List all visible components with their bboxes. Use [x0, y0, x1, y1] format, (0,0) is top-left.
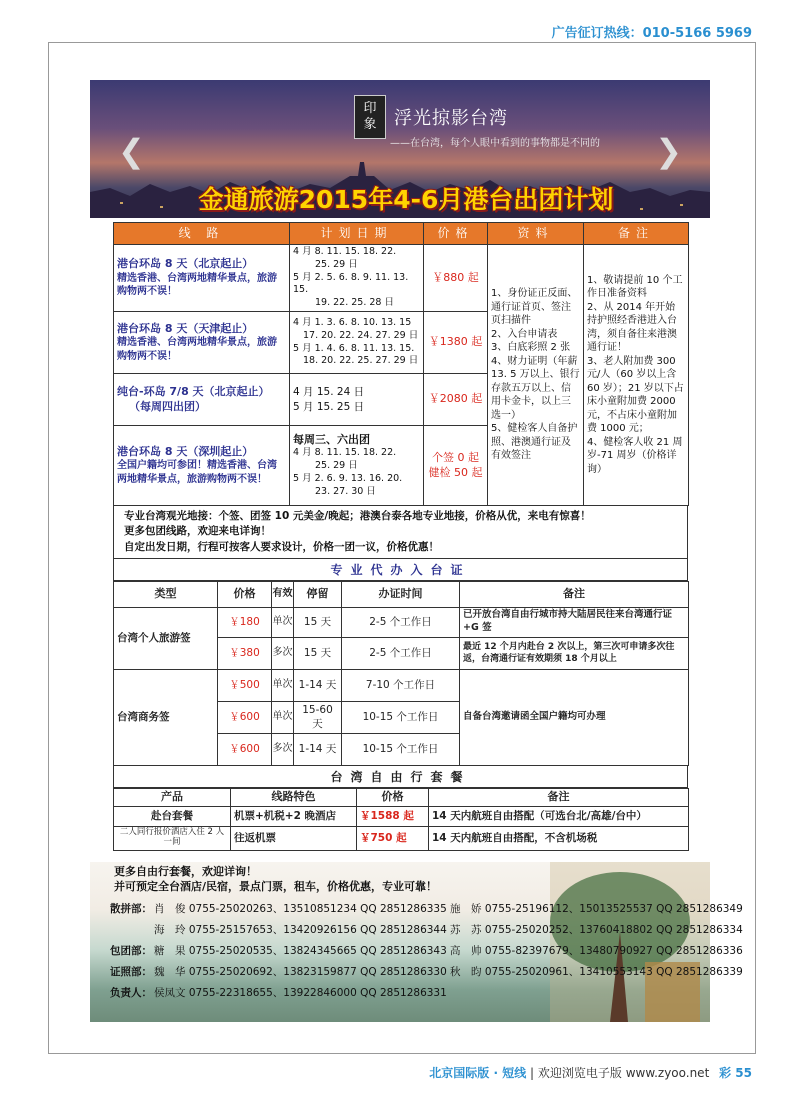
page-number: 彩 55 [719, 1066, 752, 1080]
visa-note: 自备台湾邀请函全国户籍均可办理 [460, 669, 689, 765]
col-header: 停留 [294, 581, 342, 607]
hero-banner [90, 80, 710, 218]
info-line: 自定出发日期，行程可按客人要求设计，价格一团一议，价格优惠！ [124, 540, 439, 553]
col-header: 类型 [114, 581, 218, 607]
contact-dept: 包团部： [110, 945, 152, 957]
table-row [114, 806, 689, 826]
contact-extra-line: 并可预定全台酒店/民宿，景点门票，租车，价格优惠，专业可靠！ [114, 880, 438, 894]
contact-row [110, 940, 750, 961]
visa-stay: 15 天 [294, 607, 342, 637]
visa-table [113, 581, 689, 766]
ad-hotline: 广告征订热线：010-5166 5969 [551, 26, 752, 41]
contact-section [90, 862, 743, 1022]
date-line: 5 月 1. 4. 6. 8. 11. 13. 15. [293, 342, 415, 354]
col-header: 线路特色 [231, 788, 357, 806]
visa-time: 10-15 个工作日 [342, 701, 460, 733]
dates-cell [290, 426, 424, 506]
contact-entry: 魏 华 0755-25020692、13823159877 QQ 2851286330 [154, 966, 447, 978]
date-line: 4 月 8. 11. 15. 18. 22. [293, 447, 397, 459]
package-price: ￥750 起 [357, 826, 429, 850]
contact-entry: 肖 俊 0755-25020263、13510851234 QQ 2851286335 [154, 903, 447, 915]
footer-separator: | [530, 1066, 535, 1080]
page-headline: 金通旅游2015年4-6月港台出团计划 [198, 185, 614, 214]
price-cell: ￥880 起 [424, 245, 488, 312]
info-lines [113, 506, 688, 559]
info-line: 更多包团线路，欢迎来电详询！ [124, 525, 271, 538]
visa-note: 最近 12 个月内赴台 2 次以上，第三次可申请多次往返，台湾通行证有效期须 18 个月以上 [460, 637, 689, 669]
package-product: 赴台套餐 [114, 806, 231, 826]
visa-note: 已开放台湾自由行城市持大陆居民往来台湾通行证+G 签 [460, 607, 689, 637]
col-header: 线 路 [114, 223, 290, 245]
seal-char: 象 [363, 117, 377, 132]
price-line: 个签 0 起 [432, 450, 479, 464]
table-row [114, 826, 689, 850]
route-cell [114, 312, 290, 374]
package-note: 14 天内航班自由搭配（可选台北/高雄/台中） [429, 806, 689, 826]
visa-price: ￥600 [218, 733, 272, 765]
route-desc: （每周四出团） [129, 399, 206, 413]
col-header: 资料 [488, 223, 584, 245]
contact-entry: 糖 果 0755-25020535、13824345665 QQ 2851286343 [154, 945, 447, 957]
package-price: ￥1588 起 [357, 806, 429, 826]
contact-dept: 负责人： [110, 987, 152, 999]
visa-time: 10-15 个工作日 [342, 733, 460, 765]
package-note: 14 天内航班自由搭配，不含机场税 [429, 826, 689, 850]
visa-valid: 多次 [272, 637, 294, 669]
tour-table-header [114, 223, 689, 245]
dates-cell [290, 312, 424, 374]
chevron-left-icon[interactable]: ❮ [118, 132, 145, 170]
contact-row [110, 961, 750, 982]
contact-entry: 秋 昀 0755-25020961、13410553143 QQ 2851286339 [450, 966, 743, 978]
route-desc: 精选香港、台湾两地精华景点，旅游购物两不误！ [117, 337, 277, 362]
contact-entry: 高 帅 0755-82397679、13480790927 QQ 2851286336 [450, 945, 743, 957]
brand-subtitle: ——在台湾，每个人眼中看到的事物都是不同的 [390, 138, 600, 149]
visa-price: ￥500 [218, 669, 272, 701]
visa-table-header [114, 581, 689, 607]
table-row [114, 669, 689, 701]
col-header: 价格 [218, 581, 272, 607]
visa-time: 2-5 个工作日 [342, 607, 460, 637]
route-title: 纯台-环岛 7/8 天（北京起止） [117, 384, 270, 398]
date-line: 每周三、六出团 [293, 432, 370, 446]
contact-entry: 海 玲 0755-25157653、13420926156 QQ 2851286344 [154, 924, 447, 936]
footer-website: 欢迎浏览电子版 www.zyoo.net [537, 1066, 710, 1080]
package-product-sub: 二人同行报价酒店入住 2 人一间 [114, 826, 231, 850]
col-header: 计划日期 [290, 223, 424, 245]
contact-entry: 苏 苏 0755-25020252、13760418802 QQ 2851286334 [450, 924, 743, 936]
visa-price: ￥380 [218, 637, 272, 669]
col-header: 备注 [429, 788, 689, 806]
visa-time: 2-5 个工作日 [342, 637, 460, 669]
route-title: 港台环岛 8 天（北京起止） [117, 257, 254, 271]
chevron-right-icon[interactable]: ❯ [655, 132, 682, 170]
date-line: 19. 22. 25. 28 日 [315, 297, 394, 309]
date-line: 4 月 1. 3. 6. 8. 10. 13. 15 [293, 316, 412, 328]
dates-cell [290, 245, 424, 312]
visa-valid: 单次 [272, 701, 294, 733]
visa-time: 7-10 个工作日 [342, 669, 460, 701]
price-cell: ￥1380 起 [424, 312, 488, 374]
visa-valid: 单次 [272, 669, 294, 701]
brand-seal [354, 95, 386, 139]
visa-section-title: 专业代办入台证 [113, 559, 688, 581]
col-header: 价格 [424, 223, 488, 245]
visa-stay: 1-14 天 [294, 733, 342, 765]
tour-table [113, 222, 689, 506]
package-table [113, 788, 689, 851]
visa-price: ￥600 [218, 701, 272, 733]
route-cell [114, 245, 290, 312]
visa-valid: 多次 [272, 733, 294, 765]
table-row [114, 245, 689, 312]
contact-entry: 施 娇 0755-25196112、15013525537 QQ 2851286349 [450, 903, 743, 915]
date-line: 5 月 2. 6. 9. 13. 16. 20. [293, 472, 403, 484]
notes-cell: 1、敬请提前 10 个工作日准备资料 2、从 2014 年开始持护照经香港进入台湾，须自备往来港澳通行证！ 3、老人附加费 300 元/人（60 岁以上含 60 岁）；21 岁以下占床小童附加费 2000 元，不占床小童附加费 1000 元； 4、健检客人收 21 周岁-71 周岁（价格详询） [584, 245, 689, 506]
col-header: 办证时间 [342, 581, 460, 607]
contact-extra [114, 864, 437, 895]
route-cell [114, 374, 290, 426]
date-line: 17. 20. 22. 24. 27. 29 日 [303, 329, 419, 341]
footer-brand: 北京国际版 · 短线 [429, 1066, 527, 1080]
contact-row [110, 919, 750, 940]
date-line: 5 月 2. 5. 6. 8. 9. 11. 13. 15. [293, 271, 409, 296]
package-section-title: 台湾自由行套餐 [113, 766, 688, 788]
route-title: 港台环岛 8 天（天津起止） [117, 321, 254, 335]
date-line: 5 月 15. 25 日 [293, 400, 365, 413]
info-line: 专业台湾观光地接：个签、团签 10 元美金/晚起；港澳台泰各地专业地接，价格从优，来电有惊喜！ [124, 510, 591, 523]
package-feature: 机票+机税+2 晚酒店 [231, 806, 357, 826]
package-table-header [114, 788, 689, 806]
price-cell: ￥2080 起 [424, 374, 488, 426]
visa-stay: 15 天 [294, 637, 342, 669]
route-desc: 精选香港、台湾两地精华景点，旅游购物两不误！ [117, 272, 277, 298]
date-line: 4 月 15. 24 日 [293, 386, 365, 399]
contact-entry: 侯凤文 0755-22318655、13922846000 QQ 2851286331 [154, 987, 447, 999]
route-title: 港台环岛 8 天（深圳起止） [117, 444, 254, 458]
visa-valid: 单次 [272, 607, 294, 637]
docs-cell: 1、身份证正反面、通行证首页、签注页扫描件 2、入台申请表 3、白底彩照 2 张 4、财力证明（年薪 13. 5 万以上、银行存款五万以上、信用卡金卡，以上三选一） 5、健检客人自备护照、港澳通行证及有效签注 [488, 245, 584, 506]
price-line: 健检 50 起 [428, 465, 483, 479]
col-header: 备注 [460, 581, 689, 607]
route-desc: 全国户籍均可参团！精选香港、台湾两地精华景点，旅游购物两不误！ [117, 460, 277, 485]
date-line: 18. 20. 22. 25. 27. 29 日 [303, 355, 419, 367]
brand-title: 浮光掠影台湾 [394, 108, 508, 129]
contact-extra-line: 更多自由行套餐，欢迎详询！ [114, 865, 257, 878]
package-feature: 往返机票 [231, 826, 357, 850]
visa-type: 台湾商务签 [114, 669, 218, 765]
contact-list [110, 898, 750, 1003]
col-header: 有效 [272, 581, 294, 607]
date-line: 25. 29 日 [315, 258, 358, 270]
col-header: 产品 [114, 788, 231, 806]
table-row [114, 607, 689, 637]
date-line: 23. 27. 30 日 [315, 485, 376, 497]
contact-row [110, 982, 750, 1003]
visa-stay: 1-14 天 [294, 669, 342, 701]
contact-dept: 证照部： [110, 966, 152, 978]
contact-row [110, 898, 750, 919]
page-footer [48, 1064, 752, 1081]
route-cell [114, 426, 290, 506]
date-line: 4 月 8. 11. 15. 18. 22. [293, 246, 397, 257]
visa-type: 台湾个人旅游签 [114, 607, 218, 669]
col-header: 价格 [357, 788, 429, 806]
price-cell [424, 426, 488, 506]
visa-stay: 15-60 天 [294, 701, 342, 733]
visa-price: ￥180 [218, 607, 272, 637]
date-line: 25. 29 日 [315, 460, 358, 472]
seal-char: 印 [363, 101, 377, 117]
col-header: 备注 [584, 223, 689, 245]
tour-section [113, 222, 688, 851]
dates-cell [290, 374, 424, 426]
contact-dept: 散拼部： [110, 903, 152, 915]
